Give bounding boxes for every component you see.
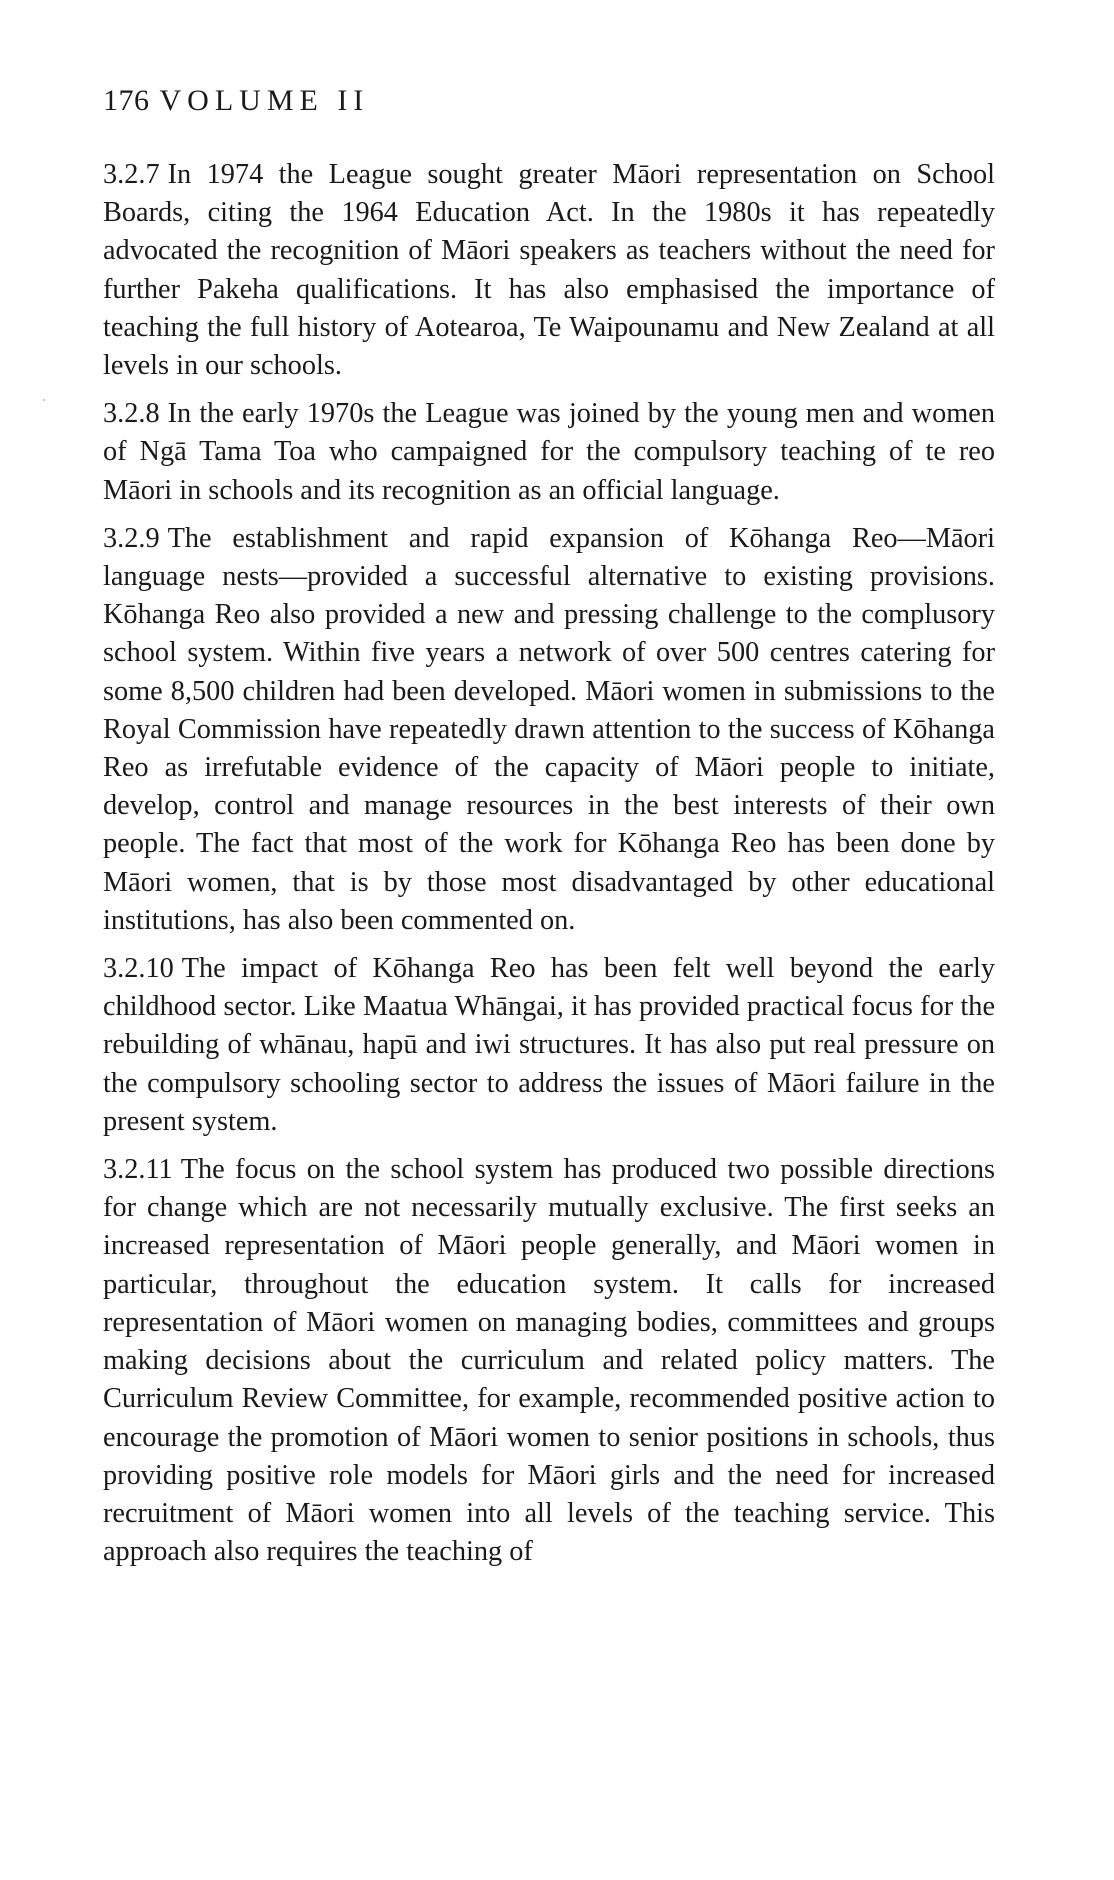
paragraph-number: 3.2.10: [103, 953, 174, 985]
paragraph-number: 3.2.11: [103, 1154, 173, 1186]
paragraph-text: The focus on the school system has produced two possible directions for change which are not necessarily mutually exclusive. The first seeks an increased representation of Māori people generally, and Māori women in particular, throughout the education system. It calls for increased representation of Māori women on managing bodies, committees and groups making decisions about the curriculum and related policy matters. The Curriculum Review Committee, for example, recommended positive action to encourage the promotion of Māori women to senior positions in schools, thus providing positive role models for Māori girls and the need for increased recruitment of Māori women into all levels of the teaching service. This approach also requires the teaching of: [103, 1154, 995, 1568]
paragraph-number: 3.2.8: [103, 398, 160, 430]
paragraph-text: In 1974 the League sought greater Māori representation on School Boards, citing the 1964 Education Act. In the 1980s it has repeatedly advocated the recognition of Māori speakers as teachers without the need for further Pakeha qualifications. It has also emphasised the importance of teaching the full history of Aotearoa, Te Waipounamu and New Zealand at all levels in our schools.: [103, 159, 995, 382]
paragraph-text: In the early 1970s the League was joined by the young men and women of Ngā Tama Toa who campaigned for the compulsory teaching of te reo Māori in schools and its recognition as an official language.: [103, 398, 995, 506]
paragraph-3-2-7: [103, 156, 995, 385]
running-header: [103, 86, 369, 116]
paragraph-3-2-8: [103, 395, 995, 510]
paragraph-3-2-10: [103, 950, 995, 1141]
volume-label: VOLUME II: [159, 84, 370, 117]
paragraph-3-2-9: [103, 520, 995, 940]
margin-speck: [43, 399, 45, 401]
paragraph-text: The establishment and rapid expansion of Kōhanga Reo—Māori language nests—provided a successful alternative to existing provisions. Kōhanga Reo also provided a new and pressing challenge to the complusory school system. Within five years a network of over 500 centres catering for some 8,500 children had been developed. Māori women in submissions to the Royal Commission have repeatedly drawn attention to the success of Kōhanga Reo as irrefutable evidence of the capacity of Māori people to initiate, develop, control and manage resources in the best interests of their own people. The fact that most of the work for Kōhanga Reo has been done by Māori women, that is by those most disadvantaged by other educational institutions, has also been commented on.: [103, 522, 995, 936]
page-number: 176: [103, 84, 150, 117]
paragraph-number: 3.2.7: [103, 159, 160, 190]
paragraph-number: 3.2.9: [103, 522, 160, 554]
paragraph-3-2-11: [103, 1151, 995, 1571]
body-text: [103, 156, 995, 1581]
paragraph-text: The impact of Kōhanga Reo has been felt well beyond the early childhood sector. Like Maatua Whāngai, it has provided practical focus for the rebuilding of whānau, hapū and iwi structures. It has also put real pressure on the compulsory schooling sector to address the issues of Māori failure in the present system.: [103, 953, 995, 1137]
